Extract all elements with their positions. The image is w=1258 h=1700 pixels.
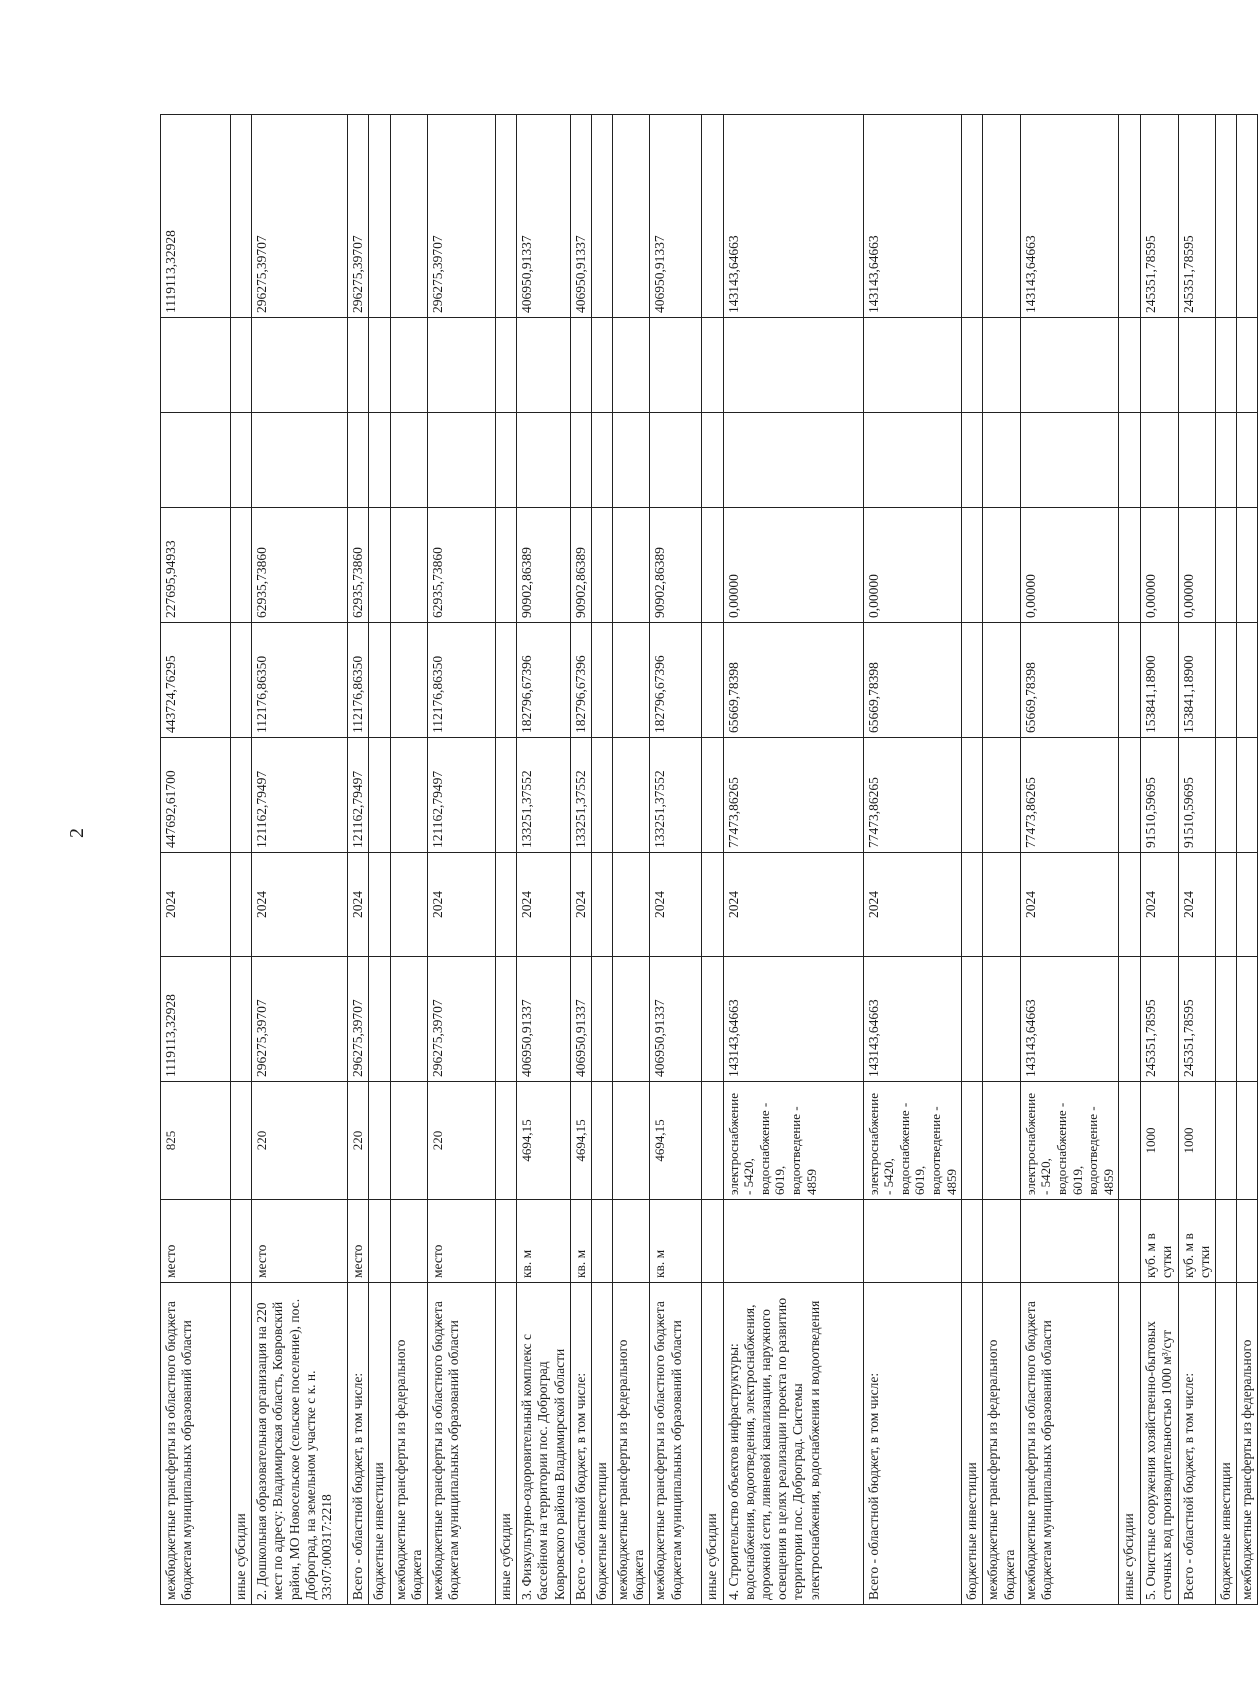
capacity-cell: 220 <box>427 1082 495 1200</box>
amount-col5-cell <box>702 318 723 413</box>
unit-cell <box>1020 1200 1119 1283</box>
total-cell <box>983 115 1020 318</box>
row-name-cell: 5. Очистные сооружения хозяйственно-бытовых сточных вод производительностью 1000 м³/сут <box>1140 1283 1178 1605</box>
amount-col5-cell <box>369 318 390 413</box>
year-cell: 2024 <box>517 853 571 957</box>
unit-cell <box>613 1200 650 1283</box>
capacity-cell: электроснабжение - 5420, водоснабжение - 6019, водоотведение - 4859 <box>1020 1082 1119 1200</box>
capacity-cell <box>495 1082 516 1200</box>
estimated-cost-cell <box>591 957 612 1082</box>
year-cell: 2024 <box>427 853 495 957</box>
amount-col4-cell <box>1020 413 1119 508</box>
table-row <box>1178 115 1215 1605</box>
capacity-cell: 4694,15 <box>650 1082 702 1200</box>
amount-col4-cell <box>427 413 495 508</box>
unit-cell <box>390 1200 427 1283</box>
amount-col3-cell: 0,00000 <box>1178 508 1215 623</box>
amount-col4-cell <box>650 413 702 508</box>
row-name-cell: межбюджетные трансферты из федерального бюджета <box>390 1283 427 1605</box>
estimated-cost-cell: 296275,39707 <box>427 957 495 1082</box>
amount-col4-cell <box>591 413 612 508</box>
estimated-cost-cell <box>962 957 983 1082</box>
year-cell: 2024 <box>348 853 369 957</box>
amount-col1-cell: 77473,86265 <box>1020 738 1119 853</box>
unit-cell <box>591 1200 612 1283</box>
unit-cell <box>1237 1200 1258 1283</box>
amount-col2-cell: 112176,86350 <box>252 623 348 738</box>
estimated-cost-cell: 143143,64663 <box>1020 957 1119 1082</box>
amount-col3-cell: 0,00000 <box>1140 508 1178 623</box>
rotated-table-sheet <box>160 115 1255 1605</box>
row-name-cell: иные субсидии <box>702 1283 723 1605</box>
amount-col2-cell: 443724,76295 <box>161 623 231 738</box>
amount-col3-cell: 62935,73860 <box>348 508 369 623</box>
table-row <box>495 115 516 1605</box>
row-name-cell: иные субсидии <box>1119 1283 1140 1605</box>
amount-col2-cell <box>1237 623 1258 738</box>
total-cell <box>1215 115 1236 318</box>
row-name-cell: межбюджетные трансферты из областного бюджета бюджетам муниципальных образований области <box>650 1283 702 1605</box>
unit-cell: место <box>427 1200 495 1283</box>
total-cell: 406950,91337 <box>570 115 591 318</box>
unit-cell: кв. м <box>650 1200 702 1283</box>
capacity-cell: электроснабжение - 5420, водоснабжение - 6019, водоотведение - 4859 <box>863 1082 962 1200</box>
row-name-cell: Всего - областной бюджет, в том числе: <box>863 1283 962 1605</box>
row-name-cell: Всего - областной бюджет, в том числе: <box>570 1283 591 1605</box>
capacity-cell: 220 <box>252 1082 348 1200</box>
amount-col4-cell <box>252 413 348 508</box>
amount-col2-cell <box>702 623 723 738</box>
amount-col1-cell <box>613 738 650 853</box>
total-cell <box>702 115 723 318</box>
amount-col3-cell: 90902,86389 <box>570 508 591 623</box>
year-cell <box>390 853 427 957</box>
table-row <box>1237 115 1258 1605</box>
amount-col1-cell <box>1237 738 1258 853</box>
amount-col5-cell <box>427 318 495 413</box>
amount-col1-cell <box>1119 738 1140 853</box>
amount-col5-cell <box>570 318 591 413</box>
total-cell <box>231 115 252 318</box>
amount-col1-cell: 77473,86265 <box>723 738 863 853</box>
unit-cell: кв. м <box>517 1200 571 1283</box>
row-name-cell: межбюджетные трансферты из областного бюджета бюджетам муниципальных образований области <box>161 1283 231 1605</box>
amount-col5-cell <box>863 318 962 413</box>
amount-col2-cell: 112176,86350 <box>348 623 369 738</box>
amount-col4-cell <box>390 413 427 508</box>
amount-col1-cell: 133251,37552 <box>570 738 591 853</box>
unit-cell <box>1119 1200 1140 1283</box>
amount-col2-cell: 153841,18900 <box>1140 623 1178 738</box>
estimated-cost-cell: 245351,78595 <box>1178 957 1215 1082</box>
amount-col4-cell <box>161 413 231 508</box>
amount-col1-cell <box>390 738 427 853</box>
amount-col3-cell: 62935,73860 <box>252 508 348 623</box>
row-name-cell: межбюджетные трансферты из федерального бюджета <box>983 1283 1020 1605</box>
capacity-cell: 220 <box>348 1082 369 1200</box>
capacity-cell: 1000 <box>1140 1082 1178 1200</box>
unit-cell <box>702 1200 723 1283</box>
amount-col5-cell <box>1215 318 1236 413</box>
amount-col3-cell <box>369 508 390 623</box>
estimated-cost-cell <box>495 957 516 1082</box>
unit-cell: место <box>252 1200 348 1283</box>
amount-col2-cell: 112176,86350 <box>427 623 495 738</box>
amount-col1-cell: 91510,59695 <box>1140 738 1178 853</box>
amount-col5-cell <box>613 318 650 413</box>
amount-col2-cell <box>1119 623 1140 738</box>
row-name-cell: Всего - областной бюджет, в том числе: <box>348 1283 369 1605</box>
estimated-cost-cell <box>1237 957 1258 1082</box>
amount-col2-cell <box>390 623 427 738</box>
amount-col4-cell <box>723 413 863 508</box>
amount-col2-cell <box>495 623 516 738</box>
amount-col1-cell <box>702 738 723 853</box>
amount-col1-cell <box>983 738 1020 853</box>
amount-col3-cell <box>495 508 516 623</box>
amount-col4-cell <box>1178 413 1215 508</box>
unit-cell <box>369 1200 390 1283</box>
amount-col3-cell: 0,00000 <box>863 508 962 623</box>
amount-col1-cell <box>231 738 252 853</box>
capacity-cell: 4694,15 <box>517 1082 571 1200</box>
amount-col3-cell <box>591 508 612 623</box>
estimated-cost-cell: 1119113,32928 <box>161 957 231 1082</box>
amount-col2-cell: 65669,78398 <box>1020 623 1119 738</box>
capacity-cell <box>390 1082 427 1200</box>
total-cell <box>613 115 650 318</box>
amount-col1-cell: 121162,79497 <box>252 738 348 853</box>
row-name-cell: межбюджетные трансферты из областного бюджета бюджетам муниципальных образований области <box>1020 1283 1119 1605</box>
amount-col2-cell: 182796,67396 <box>570 623 591 738</box>
amount-col3-cell <box>390 508 427 623</box>
estimated-cost-cell <box>369 957 390 1082</box>
amount-col4-cell <box>613 413 650 508</box>
budget-table <box>160 114 1258 1605</box>
estimated-cost-cell: 406950,91337 <box>650 957 702 1082</box>
amount-col2-cell: 153841,18900 <box>1178 623 1215 738</box>
year-cell: 2024 <box>1140 853 1178 957</box>
amount-col3-cell: 90902,86389 <box>517 508 571 623</box>
amount-col4-cell <box>983 413 1020 508</box>
table-row <box>161 115 231 1605</box>
total-cell: 245351,78595 <box>1140 115 1178 318</box>
total-cell: 143143,64663 <box>863 115 962 318</box>
amount-col3-cell: 62935,73860 <box>427 508 495 623</box>
year-cell: 2024 <box>1178 853 1215 957</box>
unit-cell: кв. м <box>570 1200 591 1283</box>
estimated-cost-cell <box>1215 957 1236 1082</box>
amount-col5-cell <box>1178 318 1215 413</box>
amount-col4-cell <box>570 413 591 508</box>
amount-col4-cell <box>348 413 369 508</box>
total-cell: 245351,78595 <box>1178 115 1215 318</box>
amount-col5-cell <box>723 318 863 413</box>
total-cell <box>369 115 390 318</box>
total-cell: 296275,39707 <box>427 115 495 318</box>
total-cell: 296275,39707 <box>252 115 348 318</box>
capacity-cell <box>613 1082 650 1200</box>
amount-col1-cell <box>591 738 612 853</box>
amount-col4-cell <box>495 413 516 508</box>
table-row <box>517 115 571 1605</box>
table-row <box>591 115 612 1605</box>
unit-cell <box>863 1200 962 1283</box>
amount-col4-cell <box>517 413 571 508</box>
year-cell: 2024 <box>863 853 962 957</box>
capacity-cell: 825 <box>161 1082 231 1200</box>
amount-col2-cell <box>369 623 390 738</box>
row-name-cell: иные субсидии <box>495 1283 516 1605</box>
amount-col5-cell <box>983 318 1020 413</box>
unit-cell <box>495 1200 516 1283</box>
page-number: 2 <box>66 828 88 838</box>
estimated-cost-cell: 406950,91337 <box>517 957 571 1082</box>
row-name-cell: 3. Физкультурно-оздоровительный комплекс с бассейном на территории пос. Доброград Ковровского района Владимирской области <box>517 1283 571 1605</box>
total-cell: 143143,64663 <box>1020 115 1119 318</box>
amount-col3-cell: 227695,94933 <box>161 508 231 623</box>
row-name-cell: 2. Дошкольная образовательная организация на 220 мест по адресу: Владимирская область, Ковровский район, МО Новосельское (сельское поселение), пос. Доброград, на земельном участке с к. н. 33:07:000317:2218 <box>252 1283 348 1605</box>
amount-col5-cell <box>1237 318 1258 413</box>
amount-col1-cell <box>1215 738 1236 853</box>
year-cell: 2024 <box>161 853 231 957</box>
total-cell: 296275,39707 <box>348 115 369 318</box>
total-cell: 1119113,32928 <box>161 115 231 318</box>
amount-col1-cell <box>369 738 390 853</box>
total-cell <box>962 115 983 318</box>
capacity-cell <box>1119 1082 1140 1200</box>
amount-col2-cell <box>962 623 983 738</box>
table-row <box>252 115 348 1605</box>
amount-col4-cell <box>702 413 723 508</box>
total-cell <box>1119 115 1140 318</box>
row-name-cell: 4. Строительство объектов инфраструктуры: водоснабжения, водоотведения, электроснабжения, дорожной сети, ливневой канализации, наружного освещения в целях реализации проекта по развитию территории пос. Доброград. Системы электроснабжения, водоснабжения и водоотведения <box>723 1283 863 1605</box>
year-cell <box>1119 853 1140 957</box>
amount-col5-cell <box>1140 318 1178 413</box>
amount-col3-cell: 0,00000 <box>723 508 863 623</box>
table-row <box>613 115 650 1605</box>
amount-col4-cell <box>863 413 962 508</box>
estimated-cost-cell <box>702 957 723 1082</box>
amount-col5-cell <box>962 318 983 413</box>
row-name-cell: межбюджетные трансферты из федерального бюджета <box>613 1283 650 1605</box>
row-name-cell: иные субсидии <box>231 1283 252 1605</box>
total-cell: 143143,64663 <box>723 115 863 318</box>
amount-col1-cell <box>962 738 983 853</box>
table-row <box>650 115 702 1605</box>
row-name-cell: межбюджетные трансферты из областного бюджета бюджетам муниципальных образований области <box>427 1283 495 1605</box>
amount-col3-cell <box>1237 508 1258 623</box>
amount-col1-cell: 447692,61700 <box>161 738 231 853</box>
amount-col3-cell <box>613 508 650 623</box>
amount-col5-cell <box>650 318 702 413</box>
amount-col1-cell: 121162,79497 <box>348 738 369 853</box>
amount-col4-cell <box>962 413 983 508</box>
table-row <box>369 115 390 1605</box>
unit-cell <box>962 1200 983 1283</box>
year-cell <box>1215 853 1236 957</box>
year-cell: 2024 <box>723 853 863 957</box>
estimated-cost-cell: 143143,64663 <box>863 957 962 1082</box>
row-name-cell: бюджетные инвестиции <box>369 1283 390 1605</box>
amount-col5-cell <box>390 318 427 413</box>
year-cell: 2024 <box>1020 853 1119 957</box>
year-cell <box>983 853 1020 957</box>
year-cell <box>962 853 983 957</box>
year-cell <box>702 853 723 957</box>
capacity-cell <box>1237 1082 1258 1200</box>
capacity-cell <box>231 1082 252 1200</box>
unit-cell <box>231 1200 252 1283</box>
row-name-cell: бюджетные инвестиции <box>1215 1283 1236 1605</box>
table-row <box>570 115 591 1605</box>
estimated-cost-cell: 406950,91337 <box>570 957 591 1082</box>
amount-col5-cell <box>348 318 369 413</box>
amount-col5-cell <box>517 318 571 413</box>
year-cell <box>495 853 516 957</box>
table-row <box>1140 115 1178 1605</box>
capacity-cell: 1000 <box>1178 1082 1215 1200</box>
table-row <box>863 115 962 1605</box>
total-cell <box>1237 115 1258 318</box>
amount-col1-cell <box>495 738 516 853</box>
table-row <box>348 115 369 1605</box>
amount-col4-cell <box>1119 413 1140 508</box>
year-cell: 2024 <box>252 853 348 957</box>
amount-col1-cell: 133251,37552 <box>517 738 571 853</box>
amount-col5-cell <box>161 318 231 413</box>
year-cell <box>591 853 612 957</box>
amount-col1-cell: 91510,59695 <box>1178 738 1215 853</box>
amount-col5-cell <box>1020 318 1119 413</box>
capacity-cell <box>983 1082 1020 1200</box>
year-cell: 2024 <box>650 853 702 957</box>
amount-col2-cell <box>983 623 1020 738</box>
amount-col2-cell <box>231 623 252 738</box>
year-cell: 2024 <box>570 853 591 957</box>
capacity-cell <box>702 1082 723 1200</box>
total-cell: 406950,91337 <box>650 115 702 318</box>
amount-col2-cell <box>1215 623 1236 738</box>
amount-col3-cell <box>962 508 983 623</box>
amount-col1-cell: 133251,37552 <box>650 738 702 853</box>
amount-col2-cell: 65669,78398 <box>863 623 962 738</box>
row-name-cell: Всего - областной бюджет, в том числе: <box>1178 1283 1215 1605</box>
amount-col3-cell: 90902,86389 <box>650 508 702 623</box>
estimated-cost-cell: 143143,64663 <box>723 957 863 1082</box>
unit-cell <box>983 1200 1020 1283</box>
table-row <box>1020 115 1119 1605</box>
total-cell: 406950,91337 <box>517 115 571 318</box>
amount-col5-cell <box>591 318 612 413</box>
estimated-cost-cell <box>231 957 252 1082</box>
amount-col2-cell: 182796,67396 <box>517 623 571 738</box>
table-row <box>723 115 863 1605</box>
table-row <box>390 115 427 1605</box>
table-row <box>427 115 495 1605</box>
estimated-cost-cell: 245351,78595 <box>1140 957 1178 1082</box>
capacity-cell <box>591 1082 612 1200</box>
amount-col2-cell <box>613 623 650 738</box>
amount-col5-cell <box>252 318 348 413</box>
estimated-cost-cell <box>390 957 427 1082</box>
amount-col3-cell <box>983 508 1020 623</box>
amount-col2-cell: 65669,78398 <box>723 623 863 738</box>
amount-col1-cell: 77473,86265 <box>863 738 962 853</box>
row-name-cell: бюджетные инвестиции <box>962 1283 983 1605</box>
total-cell <box>390 115 427 318</box>
amount-col3-cell <box>1215 508 1236 623</box>
estimated-cost-cell: 296275,39707 <box>252 957 348 1082</box>
unit-cell: куб. м в сутки <box>1140 1200 1178 1283</box>
amount-col2-cell <box>591 623 612 738</box>
amount-col3-cell <box>1119 508 1140 623</box>
amount-col4-cell <box>369 413 390 508</box>
unit-cell <box>1215 1200 1236 1283</box>
row-name-cell: бюджетные инвестиции <box>591 1283 612 1605</box>
amount-col4-cell <box>231 413 252 508</box>
amount-col4-cell <box>1237 413 1258 508</box>
capacity-cell: электроснабжение - 5420, водоснабжение - 6019, водоотведение - 4859 <box>723 1082 863 1200</box>
table-row <box>962 115 983 1605</box>
amount-col3-cell <box>702 508 723 623</box>
unit-cell: куб. м в сутки <box>1178 1200 1215 1283</box>
amount-col5-cell <box>1119 318 1140 413</box>
capacity-cell <box>962 1082 983 1200</box>
estimated-cost-cell <box>613 957 650 1082</box>
table-row <box>1215 115 1236 1605</box>
table-row <box>983 115 1020 1605</box>
year-cell <box>1237 853 1258 957</box>
amount-col3-cell <box>231 508 252 623</box>
estimated-cost-cell: 296275,39707 <box>348 957 369 1082</box>
table-row <box>231 115 252 1605</box>
row-name-cell: межбюджетные трансферты из федерального <box>1237 1283 1258 1605</box>
capacity-cell <box>369 1082 390 1200</box>
amount-col3-cell: 0,00000 <box>1020 508 1119 623</box>
unit-cell: место <box>161 1200 231 1283</box>
table-row <box>1119 115 1140 1605</box>
total-cell <box>495 115 516 318</box>
year-cell <box>613 853 650 957</box>
unit-cell: место <box>348 1200 369 1283</box>
amount-col4-cell <box>1215 413 1236 508</box>
amount-col5-cell <box>495 318 516 413</box>
capacity-cell: 4694,15 <box>570 1082 591 1200</box>
estimated-cost-cell <box>983 957 1020 1082</box>
amount-col4-cell <box>1140 413 1178 508</box>
total-cell <box>591 115 612 318</box>
table-row <box>702 115 723 1605</box>
year-cell <box>231 853 252 957</box>
year-cell <box>369 853 390 957</box>
estimated-cost-cell <box>1119 957 1140 1082</box>
capacity-cell <box>1215 1082 1236 1200</box>
amount-col2-cell: 182796,67396 <box>650 623 702 738</box>
amount-col5-cell <box>231 318 252 413</box>
unit-cell <box>723 1200 863 1283</box>
amount-col1-cell: 121162,79497 <box>427 738 495 853</box>
